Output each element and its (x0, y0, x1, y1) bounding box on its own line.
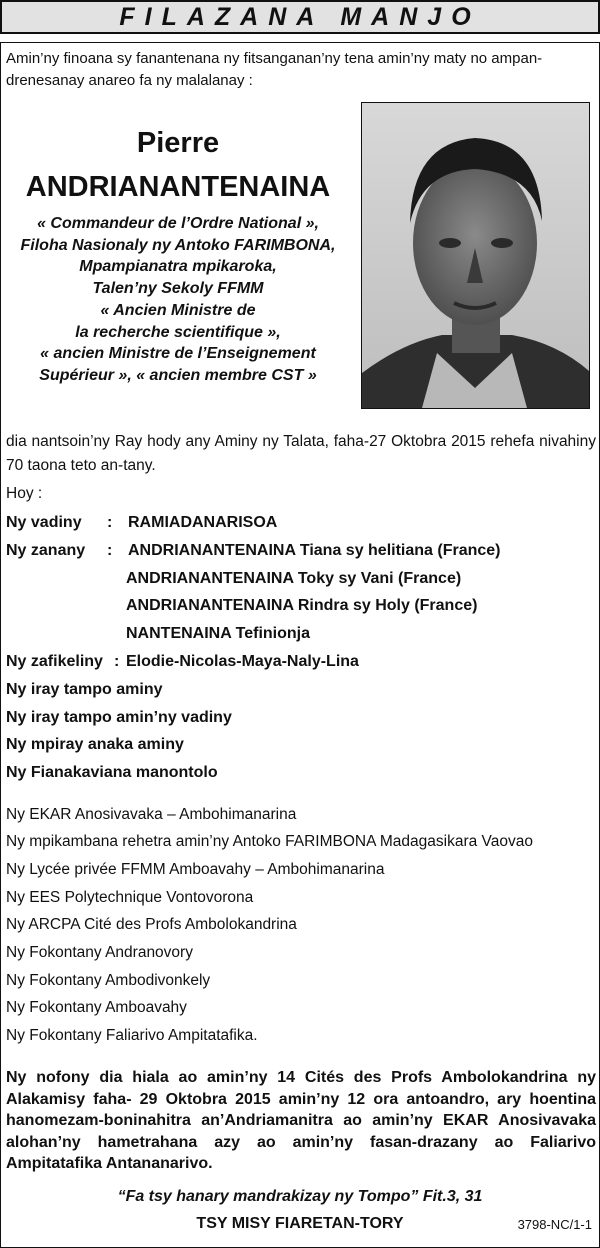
spouse-label: Ny vadiny (6, 514, 82, 531)
bible-verse: “Fa tsy hanary mandrakizay ny Tompo” Fit.3, 31 (117, 1188, 483, 1205)
organization-entry: Ny ARCPA Cité des Profs Ambolokandrina (6, 916, 297, 933)
funeral-details: Ny nofony dia hiala ao amin’ny 14 Cités des Profs Ambolokandrina ny Alakamisy faha- 29 Oktobra 2015 amin’ny 12 ora antoandro, ary hoentina hanomezam-boninahitra an’Andriamanitra ao amin’ny EKAR Anosivavaka alohan’ny hametrahana azy ao amin’ny fasan-drazany ao Faliarivo Ampitatafika Antananarivo. (6, 1069, 596, 1172)
title-line: « ancien Ministre de l’Enseignement (40, 345, 316, 363)
hoy-label: Hoy : (6, 485, 43, 502)
portrait-photo (361, 102, 590, 409)
portrait-silhouette (362, 103, 589, 408)
grandchildren-label: Ny zafikeliny (6, 653, 103, 670)
death-announcement: dia nantsoin’ny Ray hody any Aminy ny Talata, faha-27 Oktobra 2015 rehefa nivahiny 70 taona teto an-tany. (6, 433, 596, 474)
organization-entry: Ny Fokontany Faliarivo Ampitatafika. (6, 1027, 258, 1044)
spouse-colon: : (107, 514, 113, 531)
relative-group: Ny Fianakaviana manontolo (6, 764, 218, 781)
title-line: « Ancien Ministre de (100, 301, 256, 319)
organization-entry: Ny mpikambana rehetra amin’ny Antoko FARIMBONA Madagasikara Vaovao (6, 833, 533, 850)
organization-entry: Ny Fokontany Andranovory (6, 944, 193, 961)
deceased-first-name: Pierre (136, 127, 220, 159)
children-colon: : (107, 542, 113, 559)
grandchildren-names: Elodie-Nicolas-Maya-Naly-Lina (126, 653, 359, 670)
intro-text: Amin’ny finoana sy fanantenana ny fitsanganan’ny tena amin’ny maty no ampan-drenesanay anareo fa ny malalanay : (6, 50, 543, 89)
child-entry: ANDRIANANTENAINA Rindra sy Holy (France) (126, 597, 478, 614)
children-label: Ny zanany (6, 542, 86, 559)
deceased-titles (0, 213, 356, 387)
child-entry: ANDRIANANTENAINA Toky sy Vani (France) (126, 570, 462, 587)
notice-header (0, 0, 600, 34)
relative-group: Ny mpiray anaka aminy (6, 736, 184, 753)
title-line: Mpampianatra mpikaroka, (79, 258, 277, 276)
title-line: la recherche scientifique », (75, 323, 281, 341)
relative-group: Ny iray tampo aminy (6, 681, 163, 698)
child-entry: NANTENAINA Tefinionja (126, 625, 310, 642)
organization-entry: Ny Fokontany Ambodivonkely (6, 972, 211, 989)
notice-title: FILAZANA MANJO (119, 2, 481, 31)
title-line: « Commandeur de l’Ordre National », (37, 215, 319, 232)
closing-line: TSY MISY FIARETAN-TORY (196, 1215, 404, 1232)
organization-entry: Ny EES Polytechnique Vontovorona (6, 889, 254, 906)
reference-code: 3798-NC/1-1 (517, 1217, 592, 1232)
relative-group: Ny iray tampo amin’ny vadiny (6, 709, 232, 726)
title-line: Filoha Nasionaly ny Antoko FARIMBONA, (20, 236, 336, 254)
organization-entry: Ny Fokontany Amboavahy (6, 999, 187, 1016)
spouse-name: RAMIADANARISOA (128, 514, 278, 531)
deceased-last-name: ANDRIANANTENAINA (25, 171, 331, 203)
organization-entry: Ny EKAR Anosivavaka – Ambohimanarina (6, 806, 297, 823)
title-line: Talen’ny Sekoly FFMM (92, 280, 264, 298)
child-entry: ANDRIANANTENAINA Tiana sy helitiana (France) (128, 542, 501, 559)
grandchildren-colon: : (114, 653, 120, 670)
organization-entry: Ny Lycée privée FFMM Amboavahy – Ambohimanarina (6, 861, 385, 878)
title-line: Supérieur », « ancien membre CST » (39, 366, 317, 384)
